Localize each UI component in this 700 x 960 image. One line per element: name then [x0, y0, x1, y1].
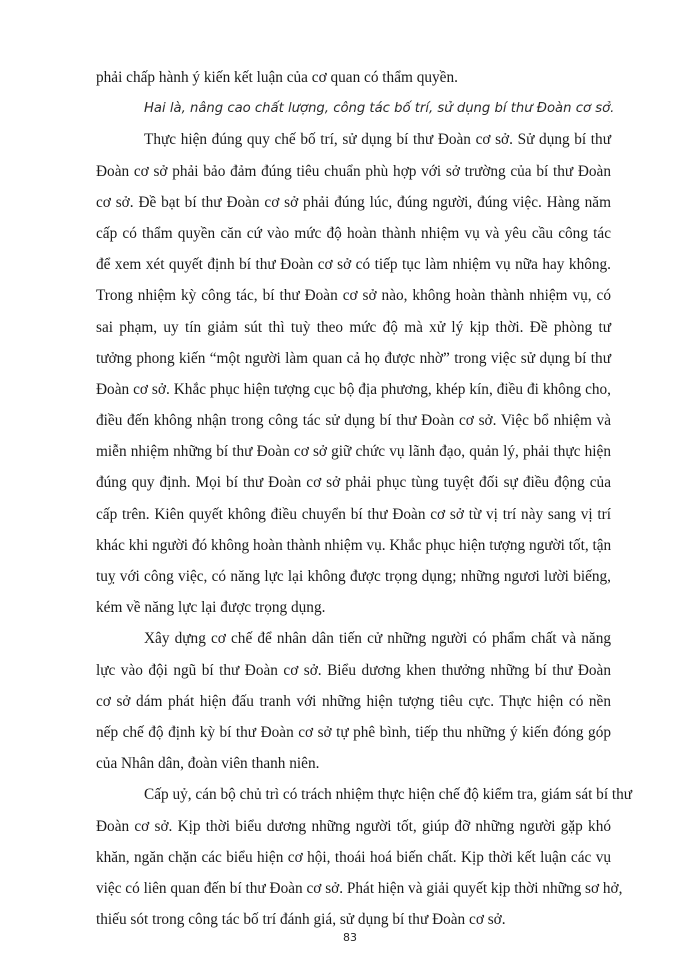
text-line: sai phạm, uy tín giảm sút thì tuỳ theo mức độ mà xử lý kịp thời. Đề phòng tư: [96, 318, 611, 336]
text-line: kém về năng lực lại được trọng dụng.: [96, 599, 326, 617]
text-line: tuỵ với công việc, có năng lực lại không được trọng dụng; những ngươi lười biếng,: [96, 568, 611, 585]
text-line: cơ sở. Đề bạt bí thư Đoàn cơ sở phải đúng lúc, đúng người, đúng việc. Hàng năm: [96, 193, 611, 211]
text-line: để xem xét quyết định bí thư Đoàn cơ sở có tiếp tục làm nhiệm vụ nữa hay không.: [96, 256, 611, 274]
text-line: thiếu sót trong công tác bố trí đánh giá, sử dụng bí thư Đoàn cơ sở.: [96, 911, 506, 929]
paragraph-assignment-rules: [96, 124, 611, 623]
text-line: Thực hiện đúng quy chế bố trí, sử dụng bí thư Đoàn cơ sở. Sử dụng bí thư: [144, 131, 611, 149]
text-line: đúng quy định. Mọi bí thư Đoàn cơ sở phải phục tùng tuyệt đối sự điều động của: [96, 474, 611, 492]
text-line: cấp trên. Kiên quyết không điều chuyển bí thư Đoàn cơ sở từ vị trí này sang vị trí: [96, 505, 611, 523]
text-line: tưởng phong kiến “một người làm quan cả họ được nhờ” trong việc sử dụng bí thư: [96, 349, 611, 367]
text-line: khác khi người đó không hoàn thành nhiệm vụ. Khắc phục hiện tượng người tốt, tận: [96, 536, 612, 554]
text-line: việc có liên quan đến bí thư Đoàn cơ sở. Phát hiện và giải quyết kịp thời những sơ hở,: [96, 879, 623, 897]
text-line: phải chấp hành ý kiến kết luận của cơ quan có thẩm quyền.: [96, 69, 458, 86]
text-line: Đoàn cơ sở. Khắc phục hiện tượng cục bộ địa phương, khép kín, điều đi không cho,: [96, 380, 611, 398]
page-number: 83: [343, 931, 357, 944]
document-body: [96, 62, 633, 935]
text-line: Trong nhiệm kỳ công tác, bí thư Đoàn cơ sở nào, không hoàn thành nhiệm vụ, có: [96, 287, 611, 305]
text-line: cấp có thẩm quyền căn cứ vào mức độ hoàn thành nhiệm vụ và yêu cầu công tác: [96, 224, 611, 242]
text-line: khăn, ngăn chặn các biểu hiện cơ hội, thoái hoá biến chất. Kịp thời kết luận các vụ: [96, 848, 611, 866]
paragraph-nomination-mechanism: [96, 623, 611, 779]
paragraph-inspection-supervision: [96, 779, 633, 935]
text-line: điều đến không nhận trong công tác sử dụng bí thư Đoàn cơ sở. Việc bổ nhiệm và: [96, 412, 611, 430]
section-heading-italic: [96, 93, 615, 124]
text-line: của Nhân dân, đoàn viên thanh niên.: [96, 755, 320, 773]
text-line: Cấp uỷ, cán bộ chủ trì có trách nhiệm thực hiện chế độ kiểm tra, giám sát bí thư: [144, 786, 633, 804]
text-line: Đoàn cơ sở. Kịp thời biểu dương những người tốt, giúp đỡ những người gặp khó: [96, 817, 611, 835]
text-line: Hai là, nâng cao chất lượng, công tác bố trí, sử dụng bí thư Đoàn cơ sở.: [144, 101, 615, 117]
text-line: lực vào đội ngũ bí thư Đoàn cơ sở. Biểu dương khen thưởng những bí thư Đoàn: [96, 661, 611, 679]
text-line: Xây dựng cơ chế để nhân dân tiến cử những người có phẩm chất và năng: [144, 630, 611, 648]
text-line: nếp chế độ định kỳ bí thư Đoàn cơ sở tự phê bình, tiếp thu những ý kiến đóng góp: [96, 723, 611, 741]
text-line: cơ sở dám phát hiện đấu tranh với những hiện tượng tiêu cực. Thực hiện có nền: [96, 692, 611, 710]
paragraph-continuation: [96, 62, 611, 93]
text-line: Đoàn cơ sở phải bảo đảm đúng tiêu chuẩn phù hợp với sở trường của bí thư Đoàn: [96, 162, 611, 180]
text-line: miễn nhiệm những bí thư Đoàn cơ sở giữ chức vụ lãnh đạo, quản lý, phải thực hiện: [96, 443, 611, 461]
